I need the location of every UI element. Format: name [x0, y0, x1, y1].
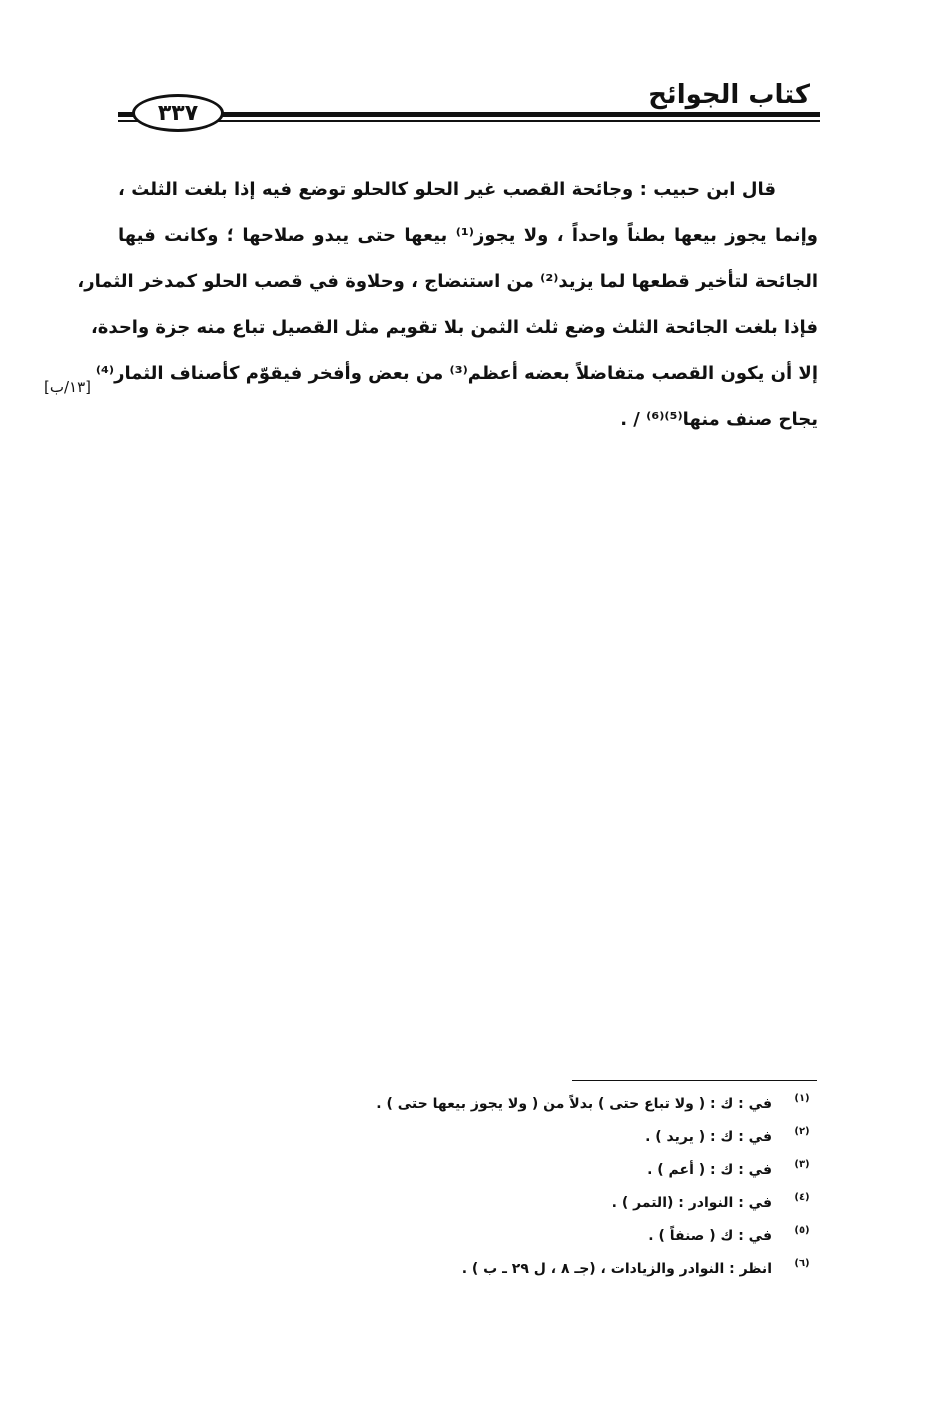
footnote-text: في : ك : ( ولا تباع حتى ) بدلاً من ( ولا يجوز بيعها حتى ) .	[376, 1096, 772, 1112]
header-rule-thin	[118, 120, 820, 122]
page-number: ٣٣٧	[132, 94, 224, 132]
footnote-item	[298, 1255, 818, 1288]
footnote-number: (٥)	[794, 1225, 810, 1236]
text-line: الجائحة لتأخير قطعها لما يزيد⁽²⁾ من استنضاج ، وحلاوة في قصب الحلو كمدخر الثمار،	[77, 271, 818, 292]
footnote-number: (٦)	[794, 1258, 810, 1269]
footnote-text: في : ك : ( يريد ) .	[645, 1129, 772, 1145]
footnote-item	[298, 1156, 818, 1189]
footnote-item	[298, 1222, 818, 1255]
footnote-text: في : ك ( صنفاً ) .	[648, 1228, 772, 1244]
footnotes	[298, 1090, 818, 1288]
footnote-item	[298, 1090, 818, 1123]
footnote-number: (٣)	[794, 1159, 810, 1170]
book-title: كتاب الجوائح	[648, 80, 810, 110]
page-header	[0, 0, 945, 140]
main-text	[77, 174, 818, 450]
footnote-text: انظر : النوادر والزيادات ، (جـ ٨ ، ل ٢٩ ـ ب ) .	[461, 1261, 772, 1277]
footnote-number: (١)	[794, 1093, 810, 1104]
manuscript-folio-marker: [١٣/ب]	[44, 378, 92, 396]
text-line: إلا أن يكون القصب متفاضلاً بعضه أعظم⁽³⁾ من بعض وأفخر فيقوّم كأصناف الثمار⁽⁴⁾	[95, 363, 818, 384]
footnote-item	[298, 1123, 818, 1156]
footnote-separator	[572, 1080, 817, 1081]
footnote-text: في : النوادر : (التمر ) .	[611, 1195, 772, 1211]
text-line: وإنما يجوز بيعها بطناً واحداً ، ولا يجوز⁽¹⁾ بيعها حتى يبدو صلاحها ؛ وكانت فيها	[118, 225, 818, 246]
text-line: قال ابن حبيب : وجائحة القصب غير الحلو كالحلو توضع فيه إذا بلغت الثلث ،	[118, 179, 776, 200]
footnote-item	[298, 1189, 818, 1222]
text-line: فإذا بلغت الجائحة الثلث وضع ثلث الثمن بلا تقويم مثل القصيل تباع منه جزة واحدة،	[90, 317, 818, 338]
footnote-number: (٤)	[794, 1192, 810, 1203]
text-line: يجاح صنف منها⁽⁵⁾⁽⁶⁾ / .	[620, 409, 818, 430]
footnote-text: في : ك : ( أعم ) .	[647, 1162, 772, 1178]
footnote-number: (٢)	[794, 1126, 810, 1137]
